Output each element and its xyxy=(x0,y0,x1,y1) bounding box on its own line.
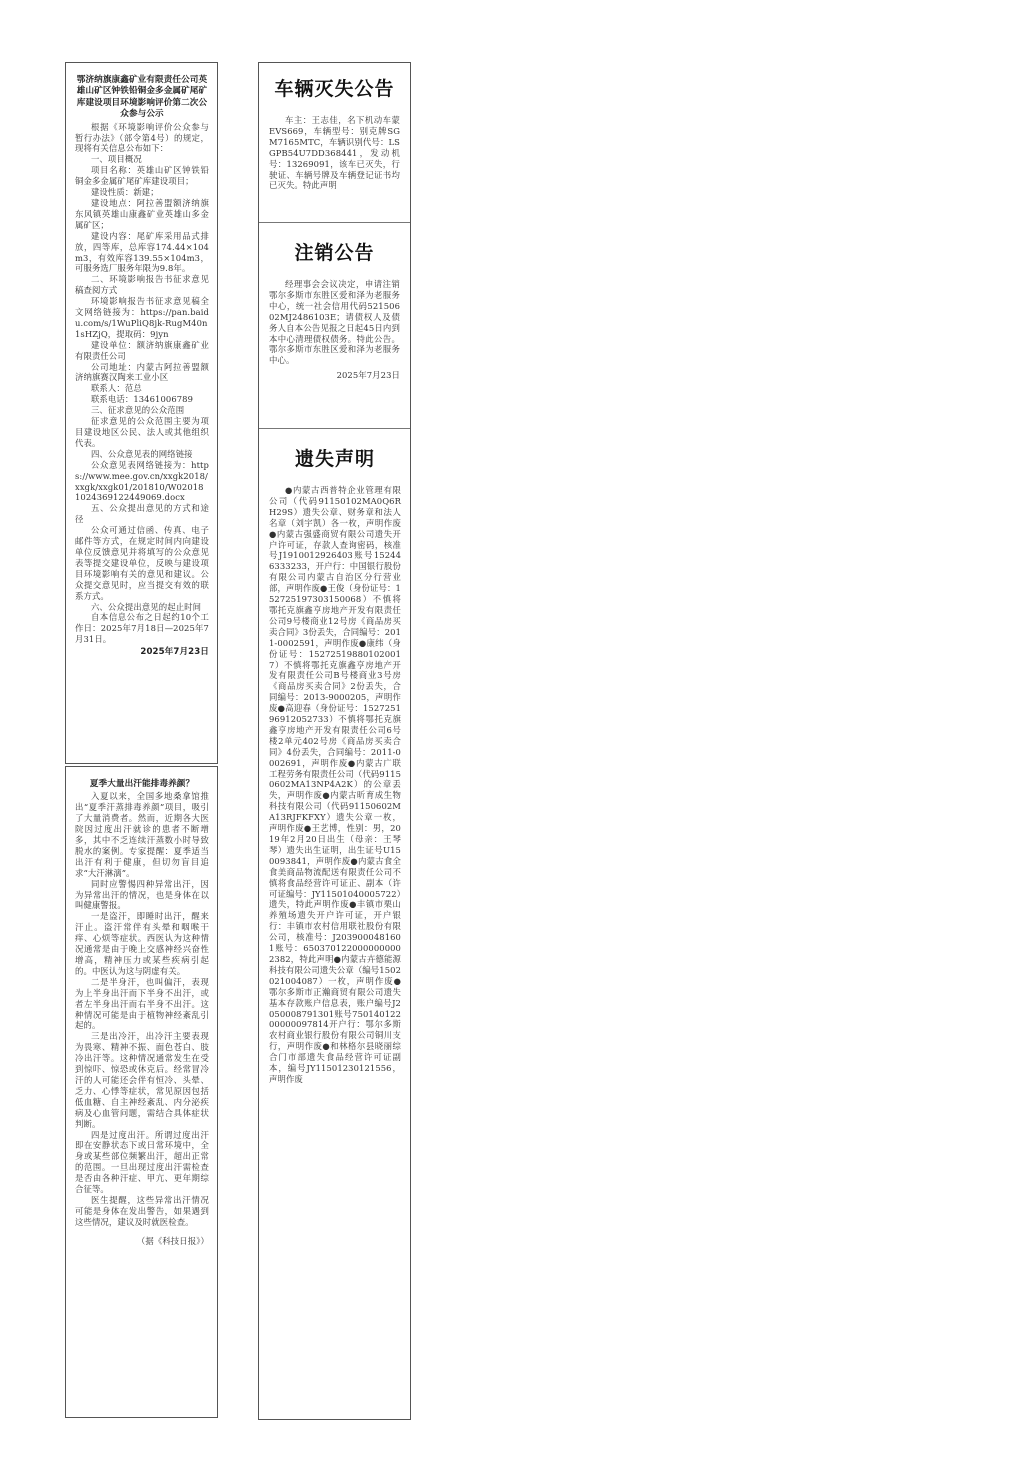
eia-paragraph: 建设性质：新建； xyxy=(90,187,159,198)
eia-notice-date: 2025年7月23日 xyxy=(140,647,209,658)
health-paragraph: 入夏以来，全国多地桑拿馆推出“夏季汗蒸排毒养颜”项目，吸引了大量消费者。然而，近期各大医院因过度出汗就诊的患者不断增多，其中不乏连续汗蒸数小时导致脱水的案例。专家提醒：夏季适当出汗有利于健康，但切勿盲目追求“大汗淋漓”。 xyxy=(75,791,209,878)
vehicle-notice-section xyxy=(259,63,410,223)
eia-paragraph: 一、项目概况 xyxy=(90,154,142,165)
cancel-notice-section xyxy=(259,223,410,429)
health-paragraph: 三是出冷汗，出冷汗主要表现为畏寒、精神不振、面色苍白、肢冷出汗等。这种情况通常发生在受到惊吓、惊恐或休克后。经常冒冷汗的人可能还会伴有恒冷、头晕、乏力、心悸等症状，常见原因包括低血糖、自主神经紊乱、内分泌疾病及心血管问题，需结合具体症状判断。 xyxy=(75,1031,209,1129)
health-article-content xyxy=(66,767,217,1247)
eia-paragraph: 建设单位：额济纳旗康鑫矿业有限责任公司 xyxy=(75,339,209,361)
health-article-box xyxy=(65,766,218,1418)
eia-paragraph: 五、公众提出意见的方式和途径 xyxy=(75,503,209,525)
eia-paragraph: 项目名称：英雄山矿区钟铁铅铜金多金属矿尾矿库建设项目； xyxy=(75,165,209,187)
vehicle-notice-title: 车辆灭失公告 xyxy=(274,78,395,100)
health-paragraph: 同时应警惕四种异常出汗，因为异常出汗的情况，也是身体在以叫健康警报。 xyxy=(75,878,209,911)
vehicle-notice-text: 车主：王志佳，名下机动车蒙EVS669，车辆型号：别克牌SGM7165MTC，车辆识别代号：LSGPB54U7DD368441，发动机号：13269091，该车已灭失，行驶证、车辆号牌及车辆登记证书均已灭失。特此声明 xyxy=(269,115,400,191)
eia-paragraph: 联系人：范总 xyxy=(90,383,142,394)
eia-notice-content xyxy=(66,63,217,658)
lost-notice-title: 遗失声明 xyxy=(294,448,375,470)
lost-notice-text: ●内蒙古西普特企业管理有限公司（代码91150102MA0Q6RH29S）遗失公章、财务章和法人名章（刘宇凯）各一枚，声明作废●内蒙古强盛商贸有限公司遗失开户许可证，存款人查询密码，核准号J1910012926403账号152446333233，开户行：中国银行股份有限公司内蒙古自治区分行营业部，声明作废●王俊（身份证号：152725197303150068）不慎将鄂托克旗鑫亨房地产开发有限责任公司9号楼商业12号房《商品房买卖合同》3份丢失，合同编号：2011-0002591，声明作废●康纬（身份证号：152725198801020017）不慎将鄂托克旗鑫亨房地产开发有限责任公司B号楼商业3号房《商品房买卖合同》2份丢失，合同编号：2013-9000205，声明作废●高迎春（身份证号：152725196912052733）不慎将鄂托克旗鑫亨房地产开发有限责任公司6号楼2单元402号房《商品房买卖合同》4份丢失，合同编号：2011-0002691，声明作废●内蒙古广联工程劳务有限责任公司（代码91150602MA13NP4A2K）的公章丢失，声明作废●内蒙古昕育成生物科技有限公司（代码91150602MA13RJFKFXY）遗失公章一枚，声明作废●王艺博，性别：男，2019年2月20日出生（母亲：王琴琴）遗失出生证明，出生证号U150093841，声明作废●内蒙古食全食美商品物流配送有限责任公司不慎将食品经营许可证正、副本（许可证编号：JY11501040005722）遗失，特此声明作废●丰镇市栗山养殖场遗失开户许可证，开户银行：丰镇市农村信用联社股份有限公司，核准号：J2039000481601账号：6503701220000000002382，特此声明●内蒙古卉德能源科技有限公司遗失公章（编号1502021004087）一枚，声明作废●鄂尔多斯市正瀚商贸有限公司遗失基本存款账户信息表，账户编号J2050008791301账号75014012200000097814开户行：鄂尔多斯农村商业银行股份有限公司铜川支行，声明作废●和林格尔县晓丽综合门市部遗失食品经营许可证副本，编号JY11501230121556，声明作废 xyxy=(269,485,401,1084)
health-article-source: （据《科技日报》） xyxy=(136,1235,209,1246)
eia-paragraph: 征求意见的公众范围主要为项目建设地区公民、法人或其他组织代表。 xyxy=(75,416,209,448)
cancel-notice-text: 经理事会会议决定，申请注销鄂尔多斯市东胜区爱和泽为老服务中心，统一社会信用代码52150602MJ2486103E；请债权人及债务人自本公告见报之日起45日内到本中心清理债权债务。特此公告。鄂尔多斯市东胜区爱和泽为老服务中心。 xyxy=(269,279,400,366)
eia-paragraph: 公众可通过信函、传真、电子邮件等方式，在规定时间内向建设单位反馈意见并将填写的公众意见表等提交建设单位，反映与建设项目环境影响有关的意见和建议。公众提交意见时，应当提交有效的联系方式。 xyxy=(75,525,209,601)
eia-paragraph: 二、环境影响报告书征求意见稿查阅方式 xyxy=(75,274,209,296)
health-paragraph: 一是盗汗，即睡时出汗，醒来汗止。盗汗常伴有头晕和咽喉干痒、心烦等症状。西医认为这种情况通常是由于晚上交感神经兴奋性增高，精神压力或某些疾病引起的。中医认为这与阴虚有关。 xyxy=(75,911,209,976)
eia-paragraph: 建设内容：尾矿库采用品式排放，四等库，总库容174.44×104m3，有效库容139.55×104m3，可服务选厂服务年限为9.8年。 xyxy=(75,230,209,274)
eia-paragraph: 自本信息公布之日起约10个工作日：2025年7月18日—2025年7月31日。 xyxy=(75,612,209,645)
eia-paragraph: 根据《环境影响评价公众参与暂行办法》（部令第4号）的规定，现将有关信息公布如下： xyxy=(75,121,209,154)
eia-paragraph: 三、征求意见的公众范围 xyxy=(90,405,185,416)
notices-column xyxy=(258,62,411,1420)
health-paragraph: 四是过度出汗。所谓过度出汗即在安静状态下或日常环境中，全身或某些部位频繁出汗，超出正常的范围。一旦出现过度出汗需检查是否由各种汗症、甲亢、更年期综合征等。 xyxy=(75,1129,209,1195)
eia-notice-title: 鄂济纳旗康鑫矿业有限责任公司英雄山矿区钟铁铅铜金多金属矿尾矿库建设项目环境影响评价第二次公众参与公示 xyxy=(76,75,208,120)
health-article-title: 夏季大量出汗能排毒养颜？ xyxy=(89,779,195,789)
eia-paragraph: 联系电话：13461006789 xyxy=(90,394,194,405)
health-paragraph: 二是半身汗，也叫偏汗，表现为上半身出汗而下半身不出汗，或者左半身出汗而右半身不出汗。这种情况可能是由于植物神经紊乱引起的。 xyxy=(75,976,209,1031)
eia-paragraph: 四、公众意见表的网络链接 xyxy=(90,448,193,459)
eia-notice-box xyxy=(65,62,218,764)
eia-paragraph: 建设地点：阿拉善盟额济纳旗东风镇英雄山康鑫矿业英雄山多金属矿区； xyxy=(75,197,209,230)
cancel-notice-date: 2025年7月23日 xyxy=(336,370,400,381)
eia-paragraph: 公司地址：内蒙古阿拉善盟额济纳旗赛汉陶来工业小区 xyxy=(75,361,209,383)
lost-notice-section xyxy=(259,429,410,1085)
eia-paragraph: 环境影响报告书征求意见稿全文网络链接为：https://pan.baidu.com/s/1WuPliQ8jk-RugM40n1sHZjQ，提取码：9jyn xyxy=(75,296,209,339)
cancel-notice-title: 注销公告 xyxy=(294,242,375,264)
eia-paragraph: 公众意见表网络链接为：https://www.mee.gov.cn/xxgk2018/xxgk/xxgk01/201810/W020181024369122449069.docx xyxy=(75,459,209,503)
eia-paragraph: 六、公众提出意见的起止时间 xyxy=(90,601,202,612)
health-paragraph: 医生提醒，这些异常出汗情况可能是身体在发出警告，如果遇到这些情况，建议及时就医检查。 xyxy=(75,1194,209,1227)
